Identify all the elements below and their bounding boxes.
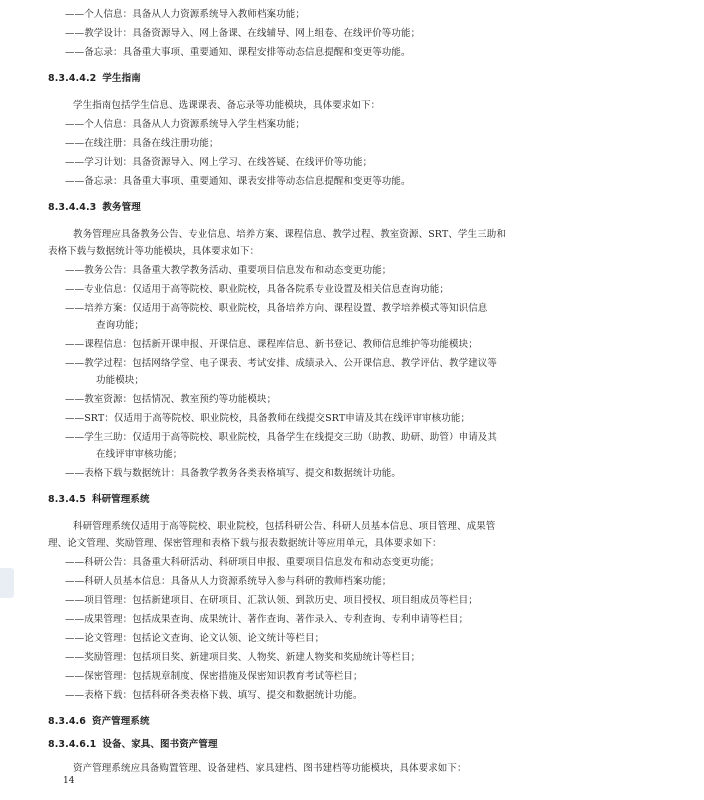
section-title: 科研管理系统 — [91, 494, 150, 505]
paragraph-line: 科研管理系统仅适用于高等院校、职业院校，包括科研公告、科研人员基本信息、项目管理、成果管 — [73, 521, 496, 532]
bullet-item: ——项目管理：包括新建项目、在研项目、汇款认领、到款历史、项目授权、项目组成员等栏目； — [65, 595, 478, 606]
bullet-item: ——SRT：仅适用于高等院校、职业院校，具备教师在线提交SRT申请及其在线评审审核功能； — [65, 413, 471, 424]
bullet-item: ——课程信息：包括新开课申报、开课信息、课程库信息、新书登记、教师信息维护等功能模块； — [65, 339, 478, 350]
paragraph-line: 教务管理应具备教务公告、专业信息、培养方案、课程信息、教学过程、教室资源、SRT、学生三助和 — [73, 229, 506, 240]
bullet-item: ——奖励管理：包括项目奖、新建项目奖、人物奖、新建人物奖和奖励统计等栏目； — [65, 652, 421, 663]
paragraph-line: 学生指南包括学生信息、选课课表、备忘录等功能模块，具体要求如下： — [73, 100, 381, 111]
bullet-item: ——培养方案：仅适用于高等院校、职业院校，具备培养方向、课程设置、教学培养模式等知识信息 — [65, 303, 488, 314]
paragraph-line: 功能模块； — [96, 375, 145, 386]
section-title: 资产管理系统 — [91, 716, 150, 727]
section-title: 教务管理 — [102, 202, 141, 213]
section-title: 设备、家具、图书资产管理 — [102, 739, 218, 750]
section-heading — [48, 493, 150, 507]
section-number: 8.3.4.4.2 — [48, 73, 97, 84]
section-number: 8.3.4.6 — [48, 716, 86, 727]
section-heading — [48, 715, 150, 729]
bullet-item: ——科研人员基本信息：具备从人力资源系统导入参与科研的教师档案功能； — [65, 576, 392, 587]
bullet-item: ——专业信息：仅适用于高等院校、职业院校，具备各院系专业设置及相关信息查询功能； — [65, 284, 450, 295]
bullet-item: ——教务公告：具备重大教学教务活动、重要项目信息发布和动态变更功能； — [65, 265, 392, 276]
section-heading — [48, 201, 141, 215]
paragraph-line: 理、论文管理、奖励管理、保密管理和表格下载与报表数据统计等应用单元，具体要求如下： — [48, 538, 442, 549]
bullet-item: ——表格下载：包括科研各类表格下载、填写、提交和数据统计功能。 — [65, 690, 363, 701]
section-heading — [48, 72, 141, 86]
side-marker — [0, 568, 14, 598]
bullet-item: ——教学过程：包括网络学堂、电子课表、考试安排、成绩录入、公开课信息、教学评估、教学建议等 — [65, 358, 498, 369]
bullet-item: ——保密管理：包括规章制度、保密措施及保密知识教育考试等栏目； — [65, 671, 363, 682]
bullet-item: ——教室资源：包括情况、教室预约等功能模块； — [65, 394, 277, 405]
bullet-item: ——论文管理：包括论文查询、论文认领、论文统计等栏目； — [65, 633, 325, 644]
section-number: 8.3.4.6.1 — [48, 739, 97, 750]
section-title: 学生指南 — [102, 73, 141, 84]
bullet-item: ——个人信息：具备从人力资源系统导入教师档案功能； — [65, 9, 306, 20]
page-number: 14 — [63, 776, 75, 786]
bullet-item: ——个人信息：具备从人力资源系统导入学生档案功能； — [65, 119, 306, 130]
section-heading — [48, 738, 218, 752]
section-number: 8.3.4.4.3 — [48, 202, 97, 213]
bullet-item: ——在线注册：具备在线注册功能； — [65, 138, 219, 149]
paragraph-line: 查询功能； — [96, 320, 145, 331]
bullet-item: ——备忘录：具备重大事项、重要通知、课表安排等动态信息提醒和变更等功能。 — [65, 176, 411, 187]
paragraph-line: 表格下载与数据统计等功能模块，具体要求如下： — [48, 246, 260, 257]
bullet-item: ——学习计划：具备资源导入、网上学习、在线答疑、在线评价等功能； — [65, 157, 373, 168]
section-number: 8.3.4.5 — [48, 494, 86, 505]
bullet-item: ——教学设计：具备资源导入、网上备课、在线辅导、网上组卷、在线评价等功能； — [65, 28, 421, 39]
bullet-item: ——科研公告：具备重大科研活动、科研项目申报、重要项目信息发布和动态变更功能； — [65, 557, 440, 568]
bullet-item: ——备忘录：具备重大事项、重要通知、课程安排等动态信息提醒和变更等功能。 — [65, 47, 411, 58]
bullet-item: ——学生三助：仅适用于高等院校、职业院校，具备学生在线提交三助（助教、助研、助管）申请及其 — [65, 432, 498, 443]
bullet-item: ——成果管理：包括成果查询、成果统计、著作查询、著作录入、专利查询、专利申请等栏目； — [65, 614, 469, 625]
paragraph-line: 在线评审审核功能； — [96, 449, 183, 460]
bullet-item: ——表格下载与数据统计：具备教学教务各类表格填写、提交和数据统计功能。 — [65, 468, 402, 479]
paragraph-line: 资产管理系统应具备购置管理、设备建档、家具建档、图书建档等功能模块，具体要求如下： — [73, 763, 467, 774]
